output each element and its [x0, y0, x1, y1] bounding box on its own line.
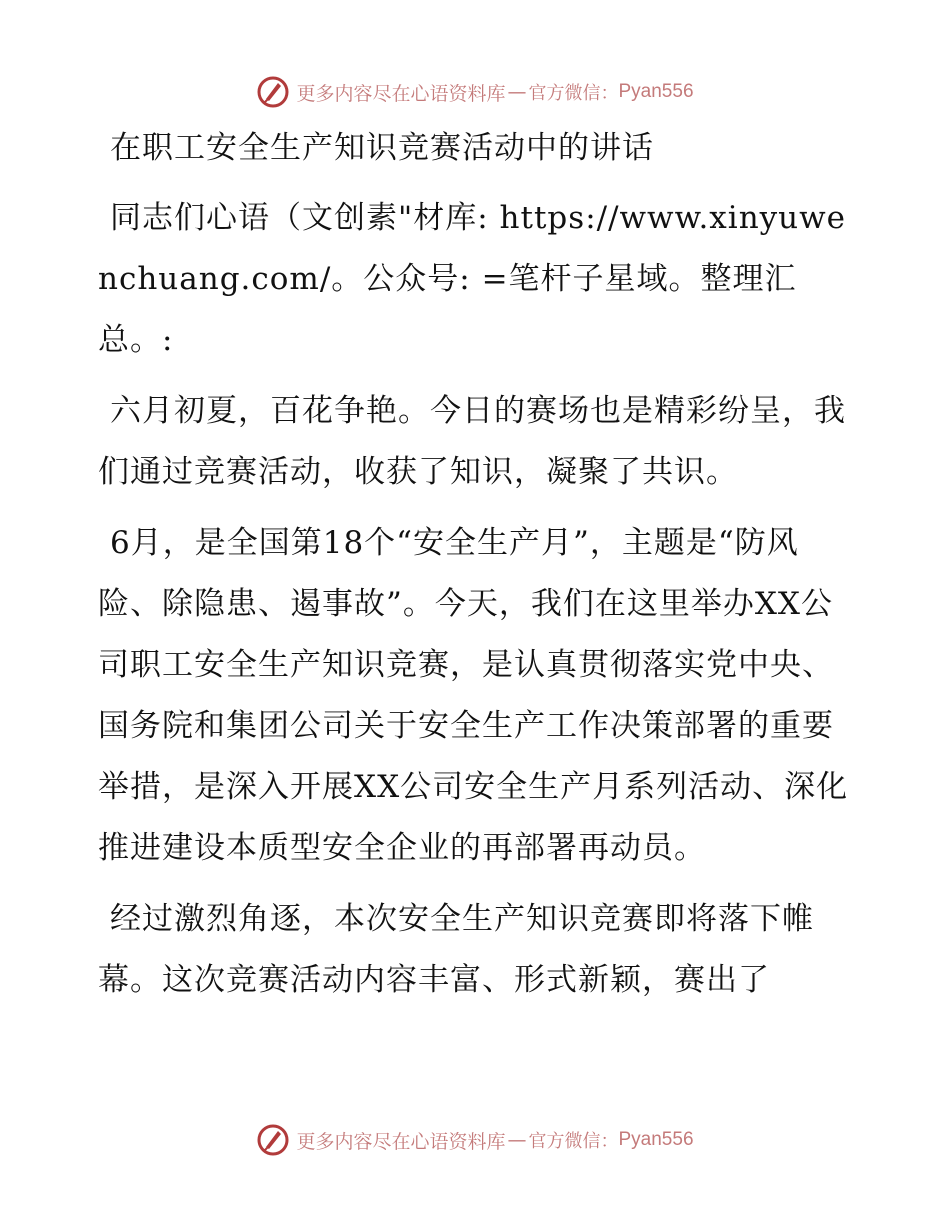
paragraph-safety-month: 6月，是全国第18个“安全生产月”，主题是“防风险、除隐患、遏事故”。今天，我们在这里举办XX公司职工安全生产知识竞赛，是认真贯彻落实党中央、国务院和集团公司关于安全生产工作决策部署的重要举措，是深入开展XX公司安全生产月系列活动、深化推进建设本质型安全企业的再部署再动员。	[98, 525, 849, 866]
quill-logo-icon	[256, 1123, 290, 1157]
paragraph-competition: 经过激烈角逐，本次安全生产知识竞赛即将落下帷幕。这次竞赛活动内容丰富、形式新颖，赛出了	[98, 901, 814, 998]
watermark-dash: —	[507, 81, 527, 103]
quill-logo-icon	[256, 75, 290, 109]
watermark-label: 官方微信：	[528, 1131, 619, 1152]
watermark-dash: —	[507, 1129, 527, 1151]
document-body	[98, 126, 850, 1021]
watermark-wechat-id: Pyan556	[618, 81, 694, 102]
watermark-wechat-id: Pyan556	[618, 1129, 694, 1150]
paragraph-intro: 同志们心语（文创素"材库: https://www.xinyuwenchuang.com/。公众号: =笔杆子星域。整理汇总。:	[98, 200, 847, 358]
document-title: 在职工安全生产知识竞赛活动中的讲话	[110, 130, 654, 166]
watermark-text: 更多内容尽在心语资料库	[296, 1130, 506, 1153]
paragraph-opening: 六月初夏，百花争艳。今日的赛场也是精彩纷呈，我们通过竞赛活动，收获了知识，凝聚了共识。	[98, 393, 846, 490]
watermark-text: 更多内容尽在心语资料库	[296, 82, 506, 105]
watermark-label: 官方微信：	[528, 83, 619, 104]
watermark-header	[0, 72, 950, 112]
watermark-footer	[0, 1120, 950, 1160]
